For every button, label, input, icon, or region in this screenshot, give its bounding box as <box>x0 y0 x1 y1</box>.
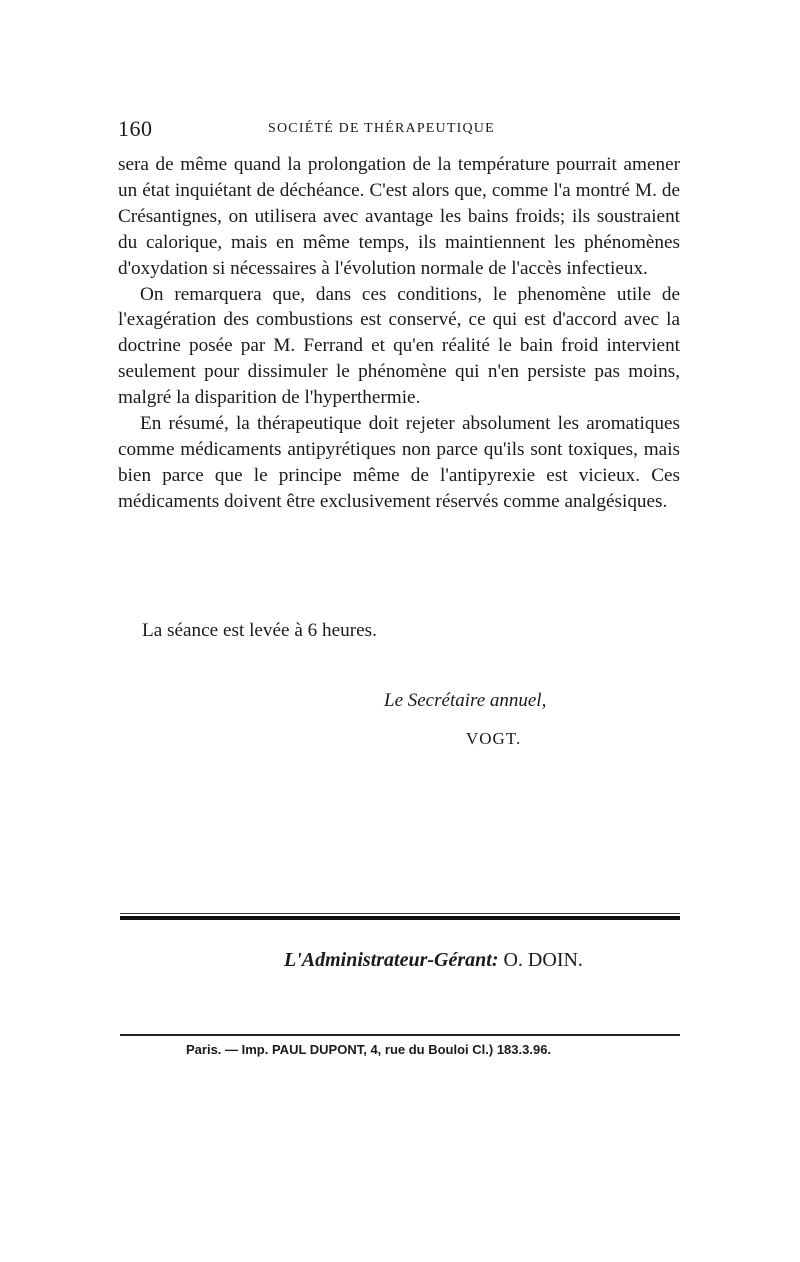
page-number: 160 <box>118 116 153 141</box>
secretary-name: VOGT. <box>466 729 522 748</box>
paragraph: sera de même quand la prolongation de la température pourrait amener un état inquiétant de déchéance. C'est alors que, comme l'a montré M. de Crésantignes, on utilisera avec avantage les bains froids; ils soustraient du calorique, mais en même temps, ils maintiennent les phénomènes d'oxydation si nécessaires à l'évolution normale de l'accès infectieux. <box>118 154 680 279</box>
running-head <box>118 116 680 142</box>
secretary-title: Le Secrétaire annuel, <box>384 690 547 711</box>
divider-rule-thick <box>120 916 680 920</box>
body-text <box>118 152 680 515</box>
paragraph: On remarquera que, dans ces conditions, le phenomène utile de l'exagération des combustions est conservé, ce qui est d'accord avec la doctrine posée par M. Ferrand et qu'en réalité le bain froid intervient seulement pour dissimuler le phénomène qui n'en persiste pas moins, malgré la disparition de l'hyperthermie. <box>118 283 680 409</box>
divider-rule <box>120 913 680 914</box>
paragraph: En résumé, la thérapeutique doit rejeter absolument les aromatiques comme médicaments antipyrétiques non parce qu'ils sont toxiques, mais bien parce que le principe même de l'antipyrexie est vicieux. Ces médicaments doivent être exclusivement réservés comme analgésiques. <box>118 413 680 512</box>
printer-imprint: Paris. — Imp. PAUL DUPONT, 4, rue du Bouloi Cl.) 183.3.96. <box>186 1042 552 1057</box>
manager-name: O. DOIN. <box>503 949 583 971</box>
manager-line <box>284 949 583 972</box>
manager-role: L'Administrateur-Gérant: <box>284 949 499 971</box>
running-title: SOCIÉTÉ DE THÉRAPEUTIQUE <box>268 121 495 136</box>
footer-rule <box>120 1034 680 1036</box>
session-closing: La séance est levée à 6 heures. <box>142 620 377 641</box>
